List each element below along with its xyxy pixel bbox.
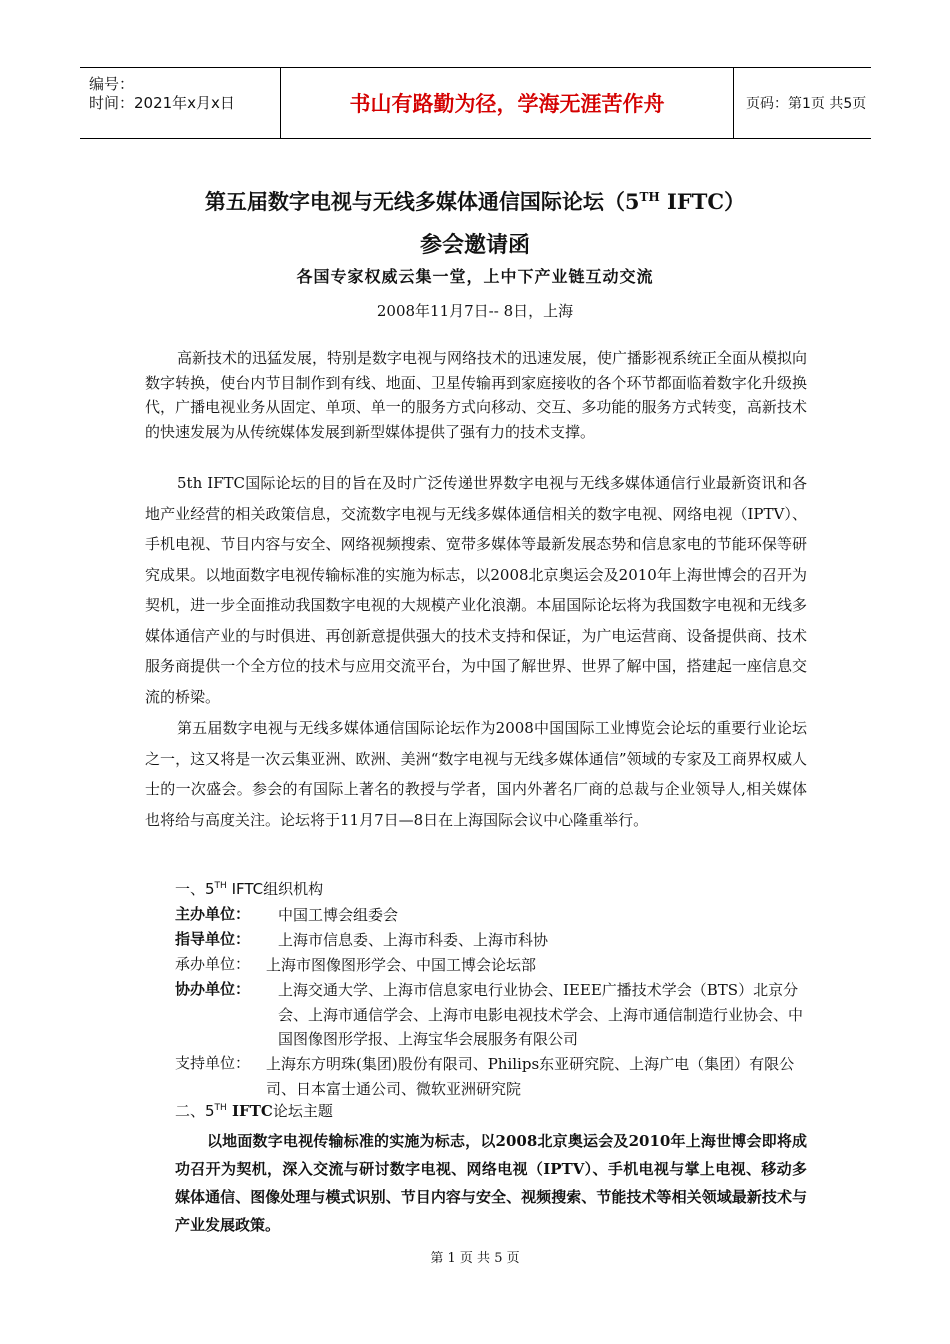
- header-table: [80, 67, 871, 139]
- org-row-host: 主办单位： 中国工博会组委会: [175, 905, 399, 924]
- date-location: 2008年11月7日-- 8日，上海: [376, 302, 574, 320]
- section-organizers-heading: 一、5TH IFTC组织机构: [175, 880, 324, 898]
- number-label: 编号：: [89, 75, 135, 93]
- tagline: 各国专家权威云集一堂，上中下产业链互动交流: [296, 267, 654, 286]
- section-theme-heading: 二、5TH IFTC论坛主题: [175, 1102, 333, 1120]
- header-meta: [80, 68, 280, 138]
- page-footer: 第 1 页 共 5 页: [430, 1251, 520, 1266]
- header-page-info: 页码：第1页 共5页: [746, 96, 867, 112]
- paragraph-event: 第五届数字电视与无线多媒体通信国际论坛作为2008中国国际工业博览会论坛的重要行业论坛之一，这又将是一次云集亚洲、欧洲、美洲“数字电视与无线多媒体通信”领域的专家及工商界权威人士的一次盛会。参会的有国际上著名的教授与学者，国内外著名厂商的总裁与企业领导人,相关媒体也将给与高度关注。论坛将于11月7日—8日在上海国际会议中心隆重举行。: [145, 719, 807, 829]
- org-row-organizer: 承办单位： 上海市图像图形学会、中国工博会论坛部: [175, 955, 537, 974]
- time-label: 时间：2021年x月x日: [89, 94, 235, 112]
- document-title: 第五届数字电视与无线多媒体通信国际论坛（5TH IFTC）: [204, 189, 746, 214]
- org-row-co-organizer: 协办单位： 上海交通大学、上海市信息家电行业协会、IEEE广播技术学会（BTS）北京分会、上海市通信学会、上海市电影电视技术学会、上海市通信制造行业协会、中国图像图形学报、上海宝华会展服务有限公司: [175, 980, 804, 1048]
- header-motto: 书山有路勤为径，学海无涯苦作舟: [280, 68, 734, 138]
- document-subtitle-invitation: 参会邀请函: [419, 232, 530, 258]
- theme-paragraph: 以地面数字电视传输标准的实施为标志，以2008北京奥运会及2010年上海世博会即将成功召开为契机，深入交流与研讨数字电视、网络电视（IPTV）、手机电视与掌上电视、移动多媒体通信、图像处理与模式识别、节目内容与安全、视频搜索、节能技术等相关领域最新技术与产业发展政策。: [175, 1132, 807, 1234]
- org-row-guide: 指导单位： 上海市信息委、上海市科委、上海市科协: [175, 930, 549, 949]
- paragraph-purpose: 5th IFTC国际论坛的目的旨在及时广泛传递世界数字电视与无线多媒体通信行业最新资讯和各地产业经营的相关政策信息，交流数字电视与无线多媒体通信相关的数字电视、网络电视（IPTV）、手机电视、节目内容与安全、网络视频搜索、宽带多媒体等最新发展态势和信息家电的节能环保等研究成果。以地面数字电视传输标准的实施为标志，以2008北京奥运会及2010年上海世博会的召开为契机，进一步全面推动我国数字电视的大规模产业化浪潮。本届国际论坛将为我国数字电视和无线多媒体通信产业的与时俱进、再创新意提供强大的技术支持和保证，为广电运营商、设备提供商、技术服务商提供一个全方位的技术与应用交流平台，为中国了解世界、世界了解中国，搭建起一座信息交流的桥梁。: [145, 474, 807, 706]
- org-row-support: 支持单位： 上海东方明珠(集团)股份有限司、Philips东亚研究院、上海广电（集团）有限公司、日本富士通公司、微软亚洲研究院: [175, 1054, 795, 1098]
- paragraph-intro: 高新技术的迅猛发展，特别是数字电视与网络技术的迅速发展，使广播影视系统正全面从模拟向数字转换，使台内节目制作到有线、地面、卫星传输再到家庭接收的各个环节都面临着数字化升级换代，广播电视业务从固定、单项、单一的服务方式向移动、交互、多功能的服务方式转变，高新技术的快速发展为从传统媒体发展到新型媒体提供了强有力的技术支撑。: [145, 349, 808, 441]
